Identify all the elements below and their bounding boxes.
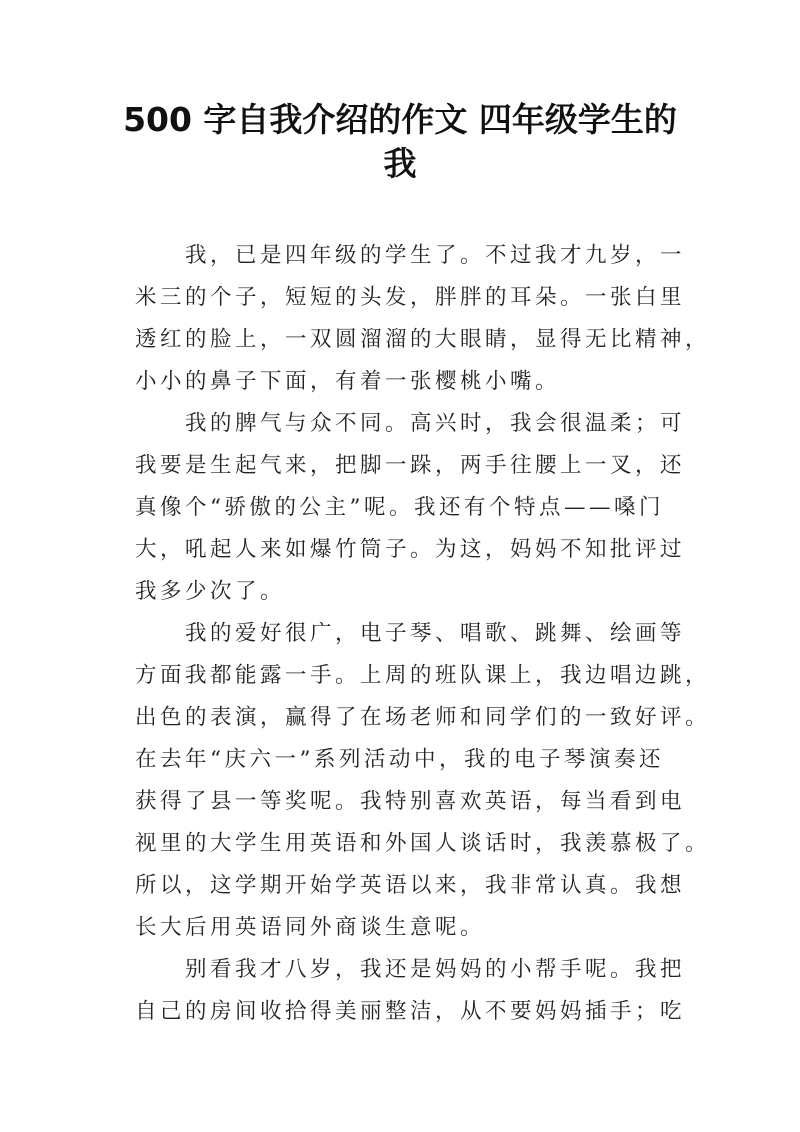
paragraph-line: 方面我都能露一手。上周的班队课上，我边唱边跳， <box>135 663 711 688</box>
paragraph-line: 小小的鼻子下面，有着一张樱桃小嘴。 <box>135 369 561 394</box>
paragraph-line: 获得了县一等奖呢。我特别喜欢英语，每当看到电 <box>135 789 686 814</box>
paragraph-line: 真像个“骄傲的公主”呢。我还有个特点——嗓门 <box>135 495 664 520</box>
paragraph-line: 视里的大学生用英语和外国人谈话时，我羡慕极了。 <box>135 831 711 856</box>
paragraph-1 <box>135 240 711 408</box>
paragraph-line: 出色的表演，赢得了在场老师和同学们的一致好评。 <box>135 705 711 730</box>
paragraph-line: 在去年“庆六一”系列活动中，我的电子琴演奏还 <box>135 747 664 772</box>
paragraph-3 <box>135 618 711 954</box>
paragraph-line: 自己的房间收拾得美丽整洁，从不要妈妈插手；吃 <box>135 999 686 1024</box>
paragraph-line: 大，吼起人来如爆竹筒子。为这，妈妈不知批评过 <box>135 537 686 562</box>
paragraph-line: 我的爱好很广，电子琴、唱歌、跳舞、绘画等 <box>185 621 686 646</box>
paragraph-line: 我要是生起气来，把脚一跺，两手往腰上一叉，还 <box>135 453 686 478</box>
document-body <box>135 240 711 1038</box>
paragraph-line: 所以，这学期开始学英语以来，我非常认真。我想 <box>135 873 686 898</box>
paragraph-line: 透红的脸上，一双圆溜溜的大眼睛，显得无比精神， <box>135 327 711 352</box>
paragraph-line: 长大后用英语同外商谈生意呢。 <box>135 915 486 940</box>
paragraph-line: 我，已是四年级的学生了。不过我才九岁，一 <box>185 243 686 268</box>
paragraph-line: 别看我才八岁，我还是妈妈的小帮手呢。我把 <box>185 957 686 982</box>
document-title-line-1: 500 字自我介绍的作文 四年级学生的 <box>123 100 677 139</box>
paragraph-2 <box>135 408 686 618</box>
paragraph-4 <box>135 954 686 1038</box>
paragraph-line: 米三的个子，短短的头发，胖胖的耳朵。一张白里 <box>135 285 686 310</box>
paragraph-line: 我多少次了。 <box>135 579 286 604</box>
paragraph-line: 我的脾气与众不同。高兴时，我会很温柔；可 <box>185 411 686 436</box>
document-title-line-2: 我 <box>383 144 417 183</box>
